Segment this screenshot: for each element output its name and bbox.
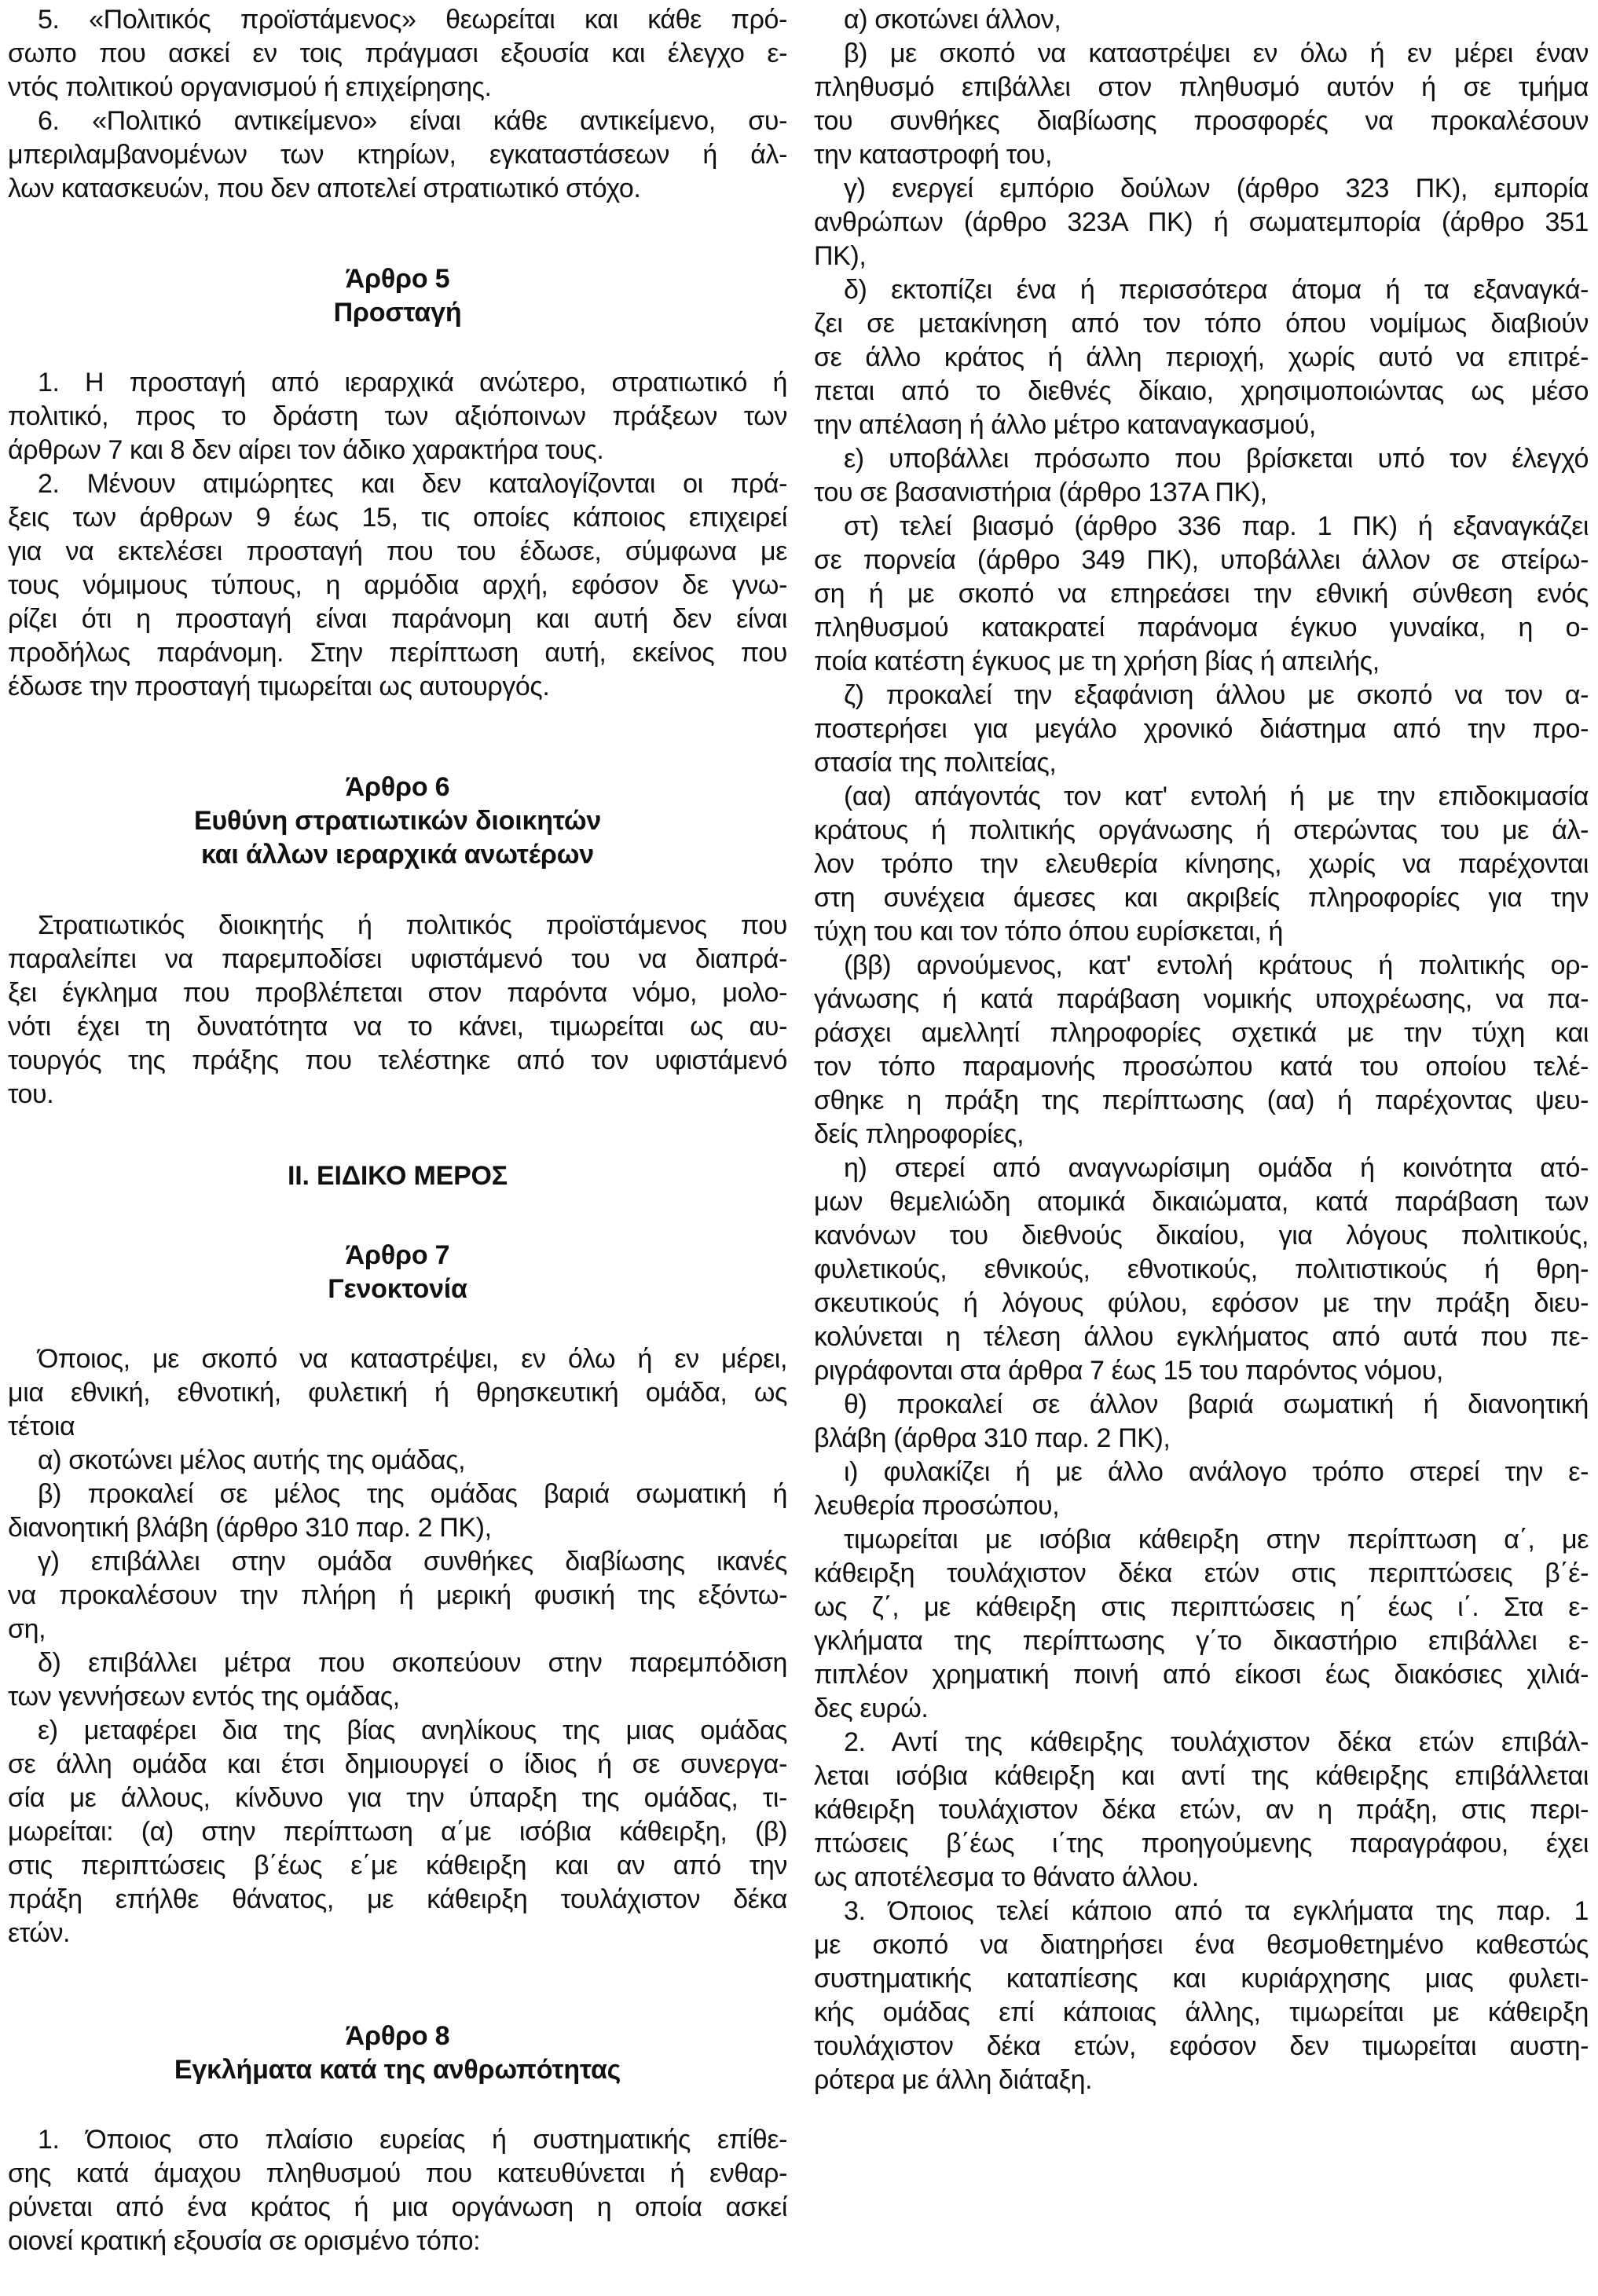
text-line: σε πορνεία (άρθρο 349 ΠΚ), υποβάλλει άλλον σε στείρω- bbox=[814, 545, 1589, 575]
section-heading: Άρθρο 6 bbox=[345, 772, 450, 802]
text-line: γάνωσης ή κατά παράβαση νομικής υποχρέωσης, να πα- bbox=[814, 984, 1589, 1014]
text-line: τιμωρείται με ισόβια κάθειρξη στην περίπτωση α΄, με bbox=[844, 1525, 1589, 1554]
text-line: ε) μεταφέρει δια της βίας ανηλίκους της μιας ομάδας bbox=[38, 1716, 787, 1745]
text-line: κάθειρξη τουλάχιστον δέκα ετών, αν η πράξη, στις περι- bbox=[814, 1795, 1589, 1825]
section-heading: Άρθρο 7 bbox=[345, 1240, 450, 1270]
text-line: σε άλλη ομάδα και έτσι δημιουργεί ο ίδιος ή σε συνεργα- bbox=[8, 1749, 787, 1779]
text-line: ζ) προκαλεί την εξαφάνιση άλλου με σκοπό να τον α- bbox=[844, 680, 1589, 710]
text-line: ζει σε μετακίνηση από τον τόπο όπου νομίμως διαβιούν bbox=[814, 309, 1589, 339]
text-line: τέτοια bbox=[8, 1412, 75, 1441]
text-line: ριγράφονται στα άρθρα 7 έως 15 του παρόντος νόμου, bbox=[814, 1356, 1443, 1386]
text-line: πεται από το διεθνές δίκαιο, χρησιμοποιώντας ως μέσο bbox=[814, 376, 1589, 406]
text-line: γ) ενεργεί εμπόριο δούλων (άρθρο 323 ΠΚ), εμπορία bbox=[844, 174, 1589, 203]
text-line: ως ζ΄, με κάθειρξη στις περιπτώσεις η΄ έως ι΄. Στα ε- bbox=[814, 1592, 1589, 1622]
text-line: μπεριλαμβανομένων των κτηρίων, εγκαταστάσεων ή άλ- bbox=[8, 140, 787, 170]
text-line: σης κατά άμαχου πληθυσμού που κατευθύνεται ή ενθαρ- bbox=[8, 2159, 787, 2188]
text-line: την απέλαση ή άλλο μέτρο καταναγκασμού, bbox=[814, 410, 1316, 440]
text-line: 1. Η προσταγή από ιεραρχικά ανώτερο, στρατιωτικό ή bbox=[38, 368, 787, 397]
text-line: λευθερία προσώπου, bbox=[814, 1491, 1060, 1521]
text-line: βλάβη (άρθρα 310 παρ. 2 ΠΚ), bbox=[814, 1423, 1171, 1453]
text-line: του συνθήκες διαβίωσης προσφορές να προκαλέσουν bbox=[814, 106, 1589, 136]
right-column bbox=[814, 0, 1589, 2296]
text-line: ετών. bbox=[8, 1918, 71, 1948]
text-line: συστηματικής καταπίεσης και κυριάρχησης μιας φυλετι- bbox=[814, 1964, 1589, 1994]
text-line: σθηκε η πράξη της περίπτωσης (αα) ή παρέχοντας ψευ- bbox=[814, 1086, 1589, 1115]
text-line: τύχη του και τον τόπο όπου ευρίσκεται, ή bbox=[814, 917, 1283, 947]
text-line: την καταστροφή του, bbox=[814, 140, 1052, 170]
text-line: παραλείπει να παρεμποδίσει υφιστάμενό του να διαπρά- bbox=[8, 944, 787, 974]
text-line: 5. «Πολιτικός προϊστάμενος» θεωρείται και κάθε πρό- bbox=[38, 5, 787, 35]
text-line: 2. Μένουν ατιμώρητες και δεν καταλογίζονται οι πρά- bbox=[38, 469, 787, 499]
section-heading: Εγκλήματα κατά της ανθρωπότητας bbox=[174, 2055, 621, 2085]
text-line: διανοητική βλάβη (άρθρο 310 παρ. 2 ΠΚ), bbox=[8, 1513, 492, 1543]
text-line: γκλήματα της περίπτωσης γ΄το δικαστήριο επιβάλλει ε- bbox=[814, 1626, 1589, 1656]
text-line: πληθυσμού κατακρατεί παράνομα έγκυο γυναίκα, η ο- bbox=[814, 613, 1589, 643]
text-line: ξεις των άρθρων 9 έως 15, τις οποίες κάποιος επιχειρεί bbox=[8, 503, 787, 533]
text-line: σία με άλλους, κίνδυνο για την ύπαρξη της ομάδας, τι- bbox=[8, 1783, 787, 1813]
text-line: σκευτικούς ή λόγους φύλου, εφόσον με την πράξη διευ- bbox=[814, 1288, 1589, 1318]
text-line: τουργός της πράξης που τελέστηκε από τον υφιστάμενό bbox=[8, 1045, 787, 1075]
left-column bbox=[8, 0, 787, 2296]
text-line: μωρείται: (α) στην περίπτωση α΄με ισόβια κάθειρξη, (β) bbox=[8, 1817, 787, 1847]
text-line: πιπλέον χρηματική ποινή από είκοσι έως διακόσιες χιλιά- bbox=[814, 1660, 1589, 1690]
text-line: πτώσεις β΄έως ι΄της προηγούμενης παραγράφου, έχει bbox=[814, 1829, 1589, 1858]
text-line: ε) υποβάλλει πρόσωπο που βρίσκεται υπό τον έλεγχό bbox=[844, 444, 1589, 474]
text-line: οιονεί κρατική εξουσία σε ορισμένο τόπο: bbox=[8, 2226, 481, 2256]
text-line: ποστερήσει για μεγάλο χρονικό διάστημα από την προ- bbox=[814, 714, 1589, 744]
text-line: να προκαλέσουν την πλήρη ή μερική φυσική της εξόντω- bbox=[8, 1580, 787, 1610]
text-line: του. bbox=[8, 1079, 54, 1109]
text-line: με σκοπό να διατηρήσει ένα θεσμοθετημένο καθεστώς bbox=[814, 1930, 1589, 1960]
text-line: στη συνέχεια άμεσες και ακριβείς πληροφορίες για την bbox=[814, 883, 1589, 913]
text-line: τον τόπο παραμονής προσώπου κατά του οποίου τελέ- bbox=[814, 1052, 1589, 1082]
text-line: α) σκοτώνει μέλος αυτής της ομάδας, bbox=[38, 1445, 466, 1475]
section-heading: Προσταγή bbox=[333, 298, 462, 328]
section-heading: και άλλων ιεραρχικά ανωτέρων bbox=[201, 840, 594, 870]
text-line: ανθρώπων (άρθρο 323Α ΠΚ) ή σωματεμπορία (άρθρο 351 bbox=[814, 207, 1589, 237]
text-line: ι) φυλακίζει ή με άλλο ανάλογο τρόπο στερεί την ε- bbox=[844, 1457, 1589, 1487]
text-line: προδήλως παράνομη. Στην περίπτωση αυτή, εκείνος που bbox=[8, 638, 787, 668]
text-line: μια εθνική, εθνοτική, φυλετική ή θρησκευτική ομάδα, ως bbox=[8, 1378, 787, 1408]
text-line: στασία της πολιτείας, bbox=[814, 748, 1057, 778]
text-line: πολιτικό, προς το δράστη των αξιόποινων πράξεων των bbox=[8, 401, 787, 431]
text-line: λεται ισόβια κάθειρξη και αντί της κάθειρξης επιβάλλεται bbox=[814, 1761, 1589, 1791]
text-line: του σε βασανιστήρια (άρθρο 137Α ΠΚ), bbox=[814, 478, 1267, 507]
section-heading: ΙΙ. ΕΙΔΙΚΟ ΜΕΡΟΣ bbox=[287, 1161, 508, 1191]
text-line: (ββ) αρνούμενος, κατ' εντολή κράτους ή πολιτικής ορ- bbox=[844, 950, 1589, 980]
text-line: ξει έγκλημα που προβλέπεται στον παρόντα νόμο, μολο- bbox=[8, 978, 787, 1008]
text-line: κάθειρξη τουλάχιστον δέκα ετών στις περιπτώσεις β΄έ- bbox=[814, 1558, 1589, 1588]
text-line: ρίζει ότι η προσταγή είναι παράνομη και αυτή δεν είναι bbox=[8, 604, 787, 634]
text-line: ποία κατέστη έγκυος με τη χρήση βίας ή απειλής, bbox=[814, 646, 1380, 676]
text-line: Στρατιωτικός διοικητής ή πολιτικός προϊστάμενος που bbox=[38, 910, 787, 940]
text-line: δ) εκτοπίζει ένα ή περισσότερα άτομα ή τα εξαναγκά- bbox=[844, 275, 1589, 305]
text-line: ρότερα με άλλη διάταξη. bbox=[814, 2065, 1093, 2095]
section-heading: Ευθύνη στρατιωτικών διοικητών bbox=[193, 806, 602, 836]
section-heading: Άρθρο 8 bbox=[345, 2021, 450, 2051]
text-line: δες ευρώ. bbox=[814, 1694, 929, 1723]
text-line: β) με σκοπό να καταστρέψει εν όλω ή εν μέρει έναν bbox=[844, 38, 1589, 68]
text-line: μων θεμελιώδη ατομικά δικαιώματα, κατά παράβαση των bbox=[814, 1187, 1589, 1217]
text-line: β) προκαλεί σε μέλος της ομάδας βαριά σωματική ή bbox=[38, 1479, 787, 1509]
text-line: για να εκτελέσει προσταγή που του έδωσε, σύμφωνα με bbox=[8, 536, 787, 566]
text-line: η) στερεί από αναγνωρίσιμη ομάδα ή κοινότητα ατό- bbox=[844, 1153, 1589, 1183]
section-heading: Γενοκτονία bbox=[328, 1274, 467, 1304]
text-line: φυλετικούς, εθνικούς, εθνοτικούς, πολιτιστικούς ή θρη- bbox=[814, 1254, 1589, 1284]
text-line: ση, bbox=[8, 1614, 46, 1644]
text-line: ΠΚ), bbox=[814, 241, 867, 271]
text-line: τουλάχιστον δέκα ετών, εφόσον δεν τιμωρείται αυστη- bbox=[814, 2031, 1589, 2061]
text-line: κής ομάδας επί κάποιας άλλης, τιμωρείται με κάθειρξη bbox=[814, 1998, 1589, 2027]
text-line: 2. Αντί της κάθειρξης τουλάχιστον δέκα ετών επιβάλ- bbox=[844, 1727, 1589, 1757]
text-line: ση ή με σκοπό να επηρεάσει την εθνική σύνθεση ενός bbox=[814, 579, 1589, 609]
text-line: Όποιος, με σκοπό να καταστρέψει, εν όλω ή εν μέρει, bbox=[38, 1344, 787, 1374]
text-line: δ) επιβάλλει μέτρα που σκοπεύουν στην παρεμπόδιση bbox=[38, 1648, 787, 1678]
text-line: σε άλλο κράτος ή άλλη περιοχή, χωρίς αυτό να επιτρέ- bbox=[814, 342, 1589, 372]
section-heading: Άρθρο 5 bbox=[345, 264, 450, 294]
text-line: λον τρόπο την ελευθερία κίνησης, χωρίς να παρέχονται bbox=[814, 849, 1589, 879]
text-line: 1. Όποιος στο πλαίσιο ευρείας ή συστηματικής επίθε- bbox=[38, 2125, 787, 2155]
text-line: ράσχει αμελλητί πληροφορίες σχετικά με την τύχη και bbox=[814, 1018, 1589, 1048]
text-line: στις περιπτώσεις β΄έως ε΄με κάθειρξη και αν από την bbox=[8, 1851, 787, 1880]
text-line: 6. «Πολιτικό αντικείμενο» είναι κάθε αντικείμενο, συ- bbox=[38, 106, 787, 136]
text-line: κολύνεται η τέλεση άλλου εγκλήματος από αυτά που πε- bbox=[814, 1322, 1589, 1352]
text-line: δείς πληροφορίες, bbox=[814, 1119, 1024, 1149]
text-line: κράτους ή πολιτικής οργάνωσης ή στερώντας του με άλ- bbox=[814, 815, 1589, 845]
text-line: σωπο που ασκεί εν τοις πράγμασι εξουσία και έλεγχο ε- bbox=[8, 38, 787, 68]
text-line: ντός πολιτικού οργανισμού ή επιχείρησης. bbox=[8, 72, 492, 102]
text-line: (αα) απάγοντάς τον κατ' εντολή ή με την επιδοκιμασία bbox=[844, 782, 1589, 811]
text-line: των γεννήσεων εντός της ομάδας, bbox=[8, 1682, 400, 1712]
text-line: λων κατασκευών, που δεν αποτελεί στρατιωτικό στόχο. bbox=[8, 174, 641, 203]
text-line: ως αποτέλεσμα το θάνατο άλλου. bbox=[814, 1862, 1199, 1892]
text-line: πληθυσμό επιβάλλει στον πληθυσμό αυτόν ή σε τμήμα bbox=[814, 72, 1589, 102]
text-line: ρύνεται από ένα κράτος ή μια οργάνωση η οποία ασκεί bbox=[8, 2192, 787, 2222]
text-line: θ) προκαλεί σε άλλον βαριά σωματική ή διανοητική bbox=[844, 1390, 1589, 1419]
text-line: κανόνων του διεθνούς δικαίου, για λόγους πολιτικούς, bbox=[814, 1221, 1589, 1251]
text-line: νότι έχει τη δυνατότητα να το κάνει, τιμωρείται ως αυ- bbox=[8, 1012, 787, 1042]
text-line: τους νόμιμους τύπους, η αρμόδια αρχή, εφόσον δε γνω- bbox=[8, 570, 787, 600]
text-line: α) σκοτώνει άλλον, bbox=[844, 5, 1061, 35]
text-line: 3. Όποιος τελεί κάποιο από τα εγκλήματα της παρ. 1 bbox=[844, 1896, 1589, 1926]
text-line: στ) τελεί βιασμό (άρθρο 336 παρ. 1 ΠΚ) ή εξαναγκάζει bbox=[844, 511, 1589, 541]
text-line: έδωσε την προσταγή τιμωρείται ως αυτουργός. bbox=[8, 672, 550, 701]
text-line: πράξη επήλθε θάνατος, με κάθειρξη τουλάχιστον δέκα bbox=[8, 1884, 787, 1914]
text-line: γ) επιβάλλει στην ομάδα συνθήκες διαβίωσης ικανές bbox=[38, 1547, 787, 1576]
text-line: άρθρων 7 και 8 δεν αίρει τον άδικο χαρακτήρα τους. bbox=[8, 435, 604, 465]
